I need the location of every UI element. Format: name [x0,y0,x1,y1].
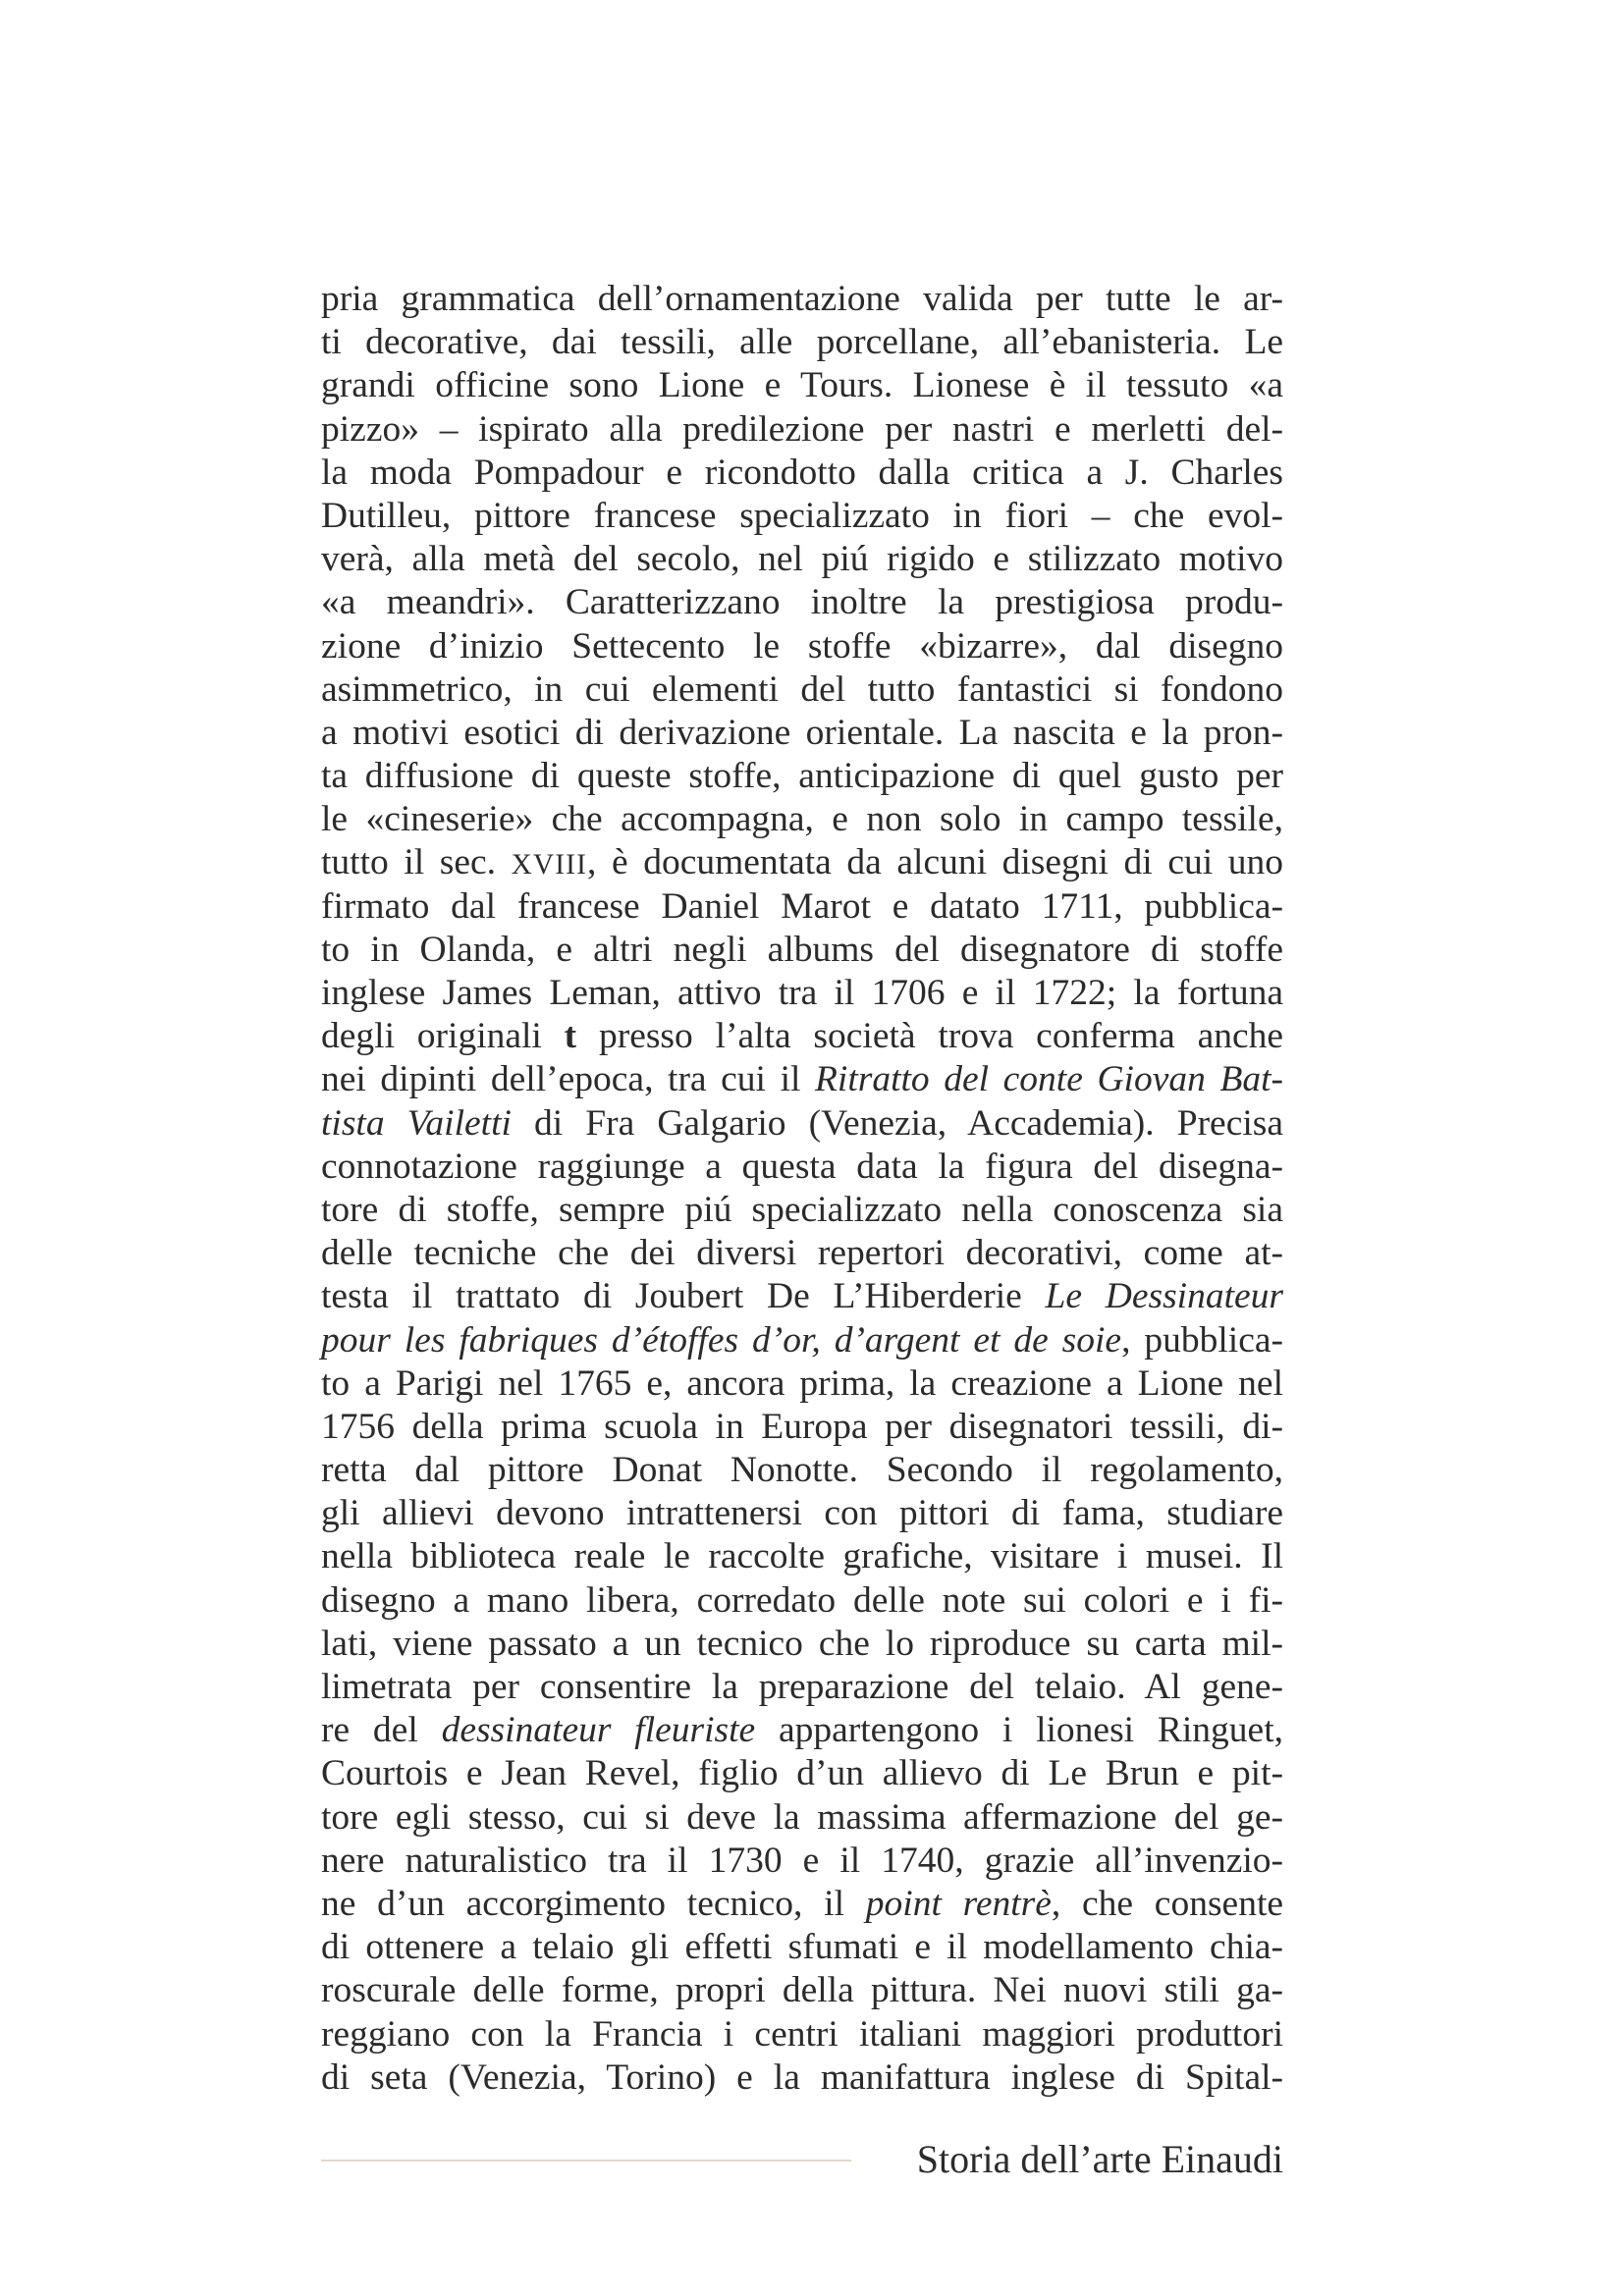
text-line [321,2013,1283,2056]
text-segment: connotazione raggiunge a questa data la figura del disegna- [321,1146,1283,1187]
text-segment: roscurale delle forme, propri della pittura. Nei nuovi stili ga- [321,1970,1283,2011]
text-line [321,1752,1283,1795]
text-segment: appartengono i lionesi Ringuet, [755,1710,1283,1751]
text-line [321,625,1283,668]
text-segment: Dutilleu, pittore francese specializzato in fiori – che evol- [321,495,1283,536]
text-line [321,1926,1283,1969]
text-line [321,1015,1283,1058]
italic-text: Le Dessinateur [1045,1276,1283,1317]
text-segment: lati, viene passato a un tecnico che lo riproduce su carta mil- [321,1623,1283,1664]
text-line [321,798,1283,841]
text-line [321,408,1283,452]
text-segment: ta diffusione di queste stoffe, anticipazione di quel gusto per [321,756,1283,797]
text-line [321,1406,1283,1449]
text-segment: delle tecniche che dei diversi repertori decorativi, come at- [321,1233,1283,1274]
body-text [321,278,1283,2100]
text-segment: gli allievi devono intrattenersi con pittori di fama, studiare [321,1493,1283,1534]
italic-text: dessinateur fleuriste [441,1710,756,1751]
text-segment: pizzo» – ispirato alla predilezione per nastri e merletti del- [321,408,1283,450]
text-segment: asimmetrico, in cui elementi del tutto fantastici si fondono [321,668,1283,710]
text-line [321,538,1283,581]
text-segment: 1756 della prima scuola in Europa per disegnatori tessili, di- [321,1406,1283,1447]
text-line [321,1535,1283,1578]
text-line [321,1449,1283,1492]
italic-text: tista Vailetti [321,1102,512,1144]
roman-numeral: XVIII [511,849,587,881]
text-line [321,1146,1283,1189]
text-line [321,1189,1283,1232]
bold-text: t [564,1016,577,1057]
text-line [321,1232,1283,1275]
text-segment: Courtois e Jean Revel, figlio d’un allievo di Le Brun e pit- [321,1753,1283,1794]
text-line [321,668,1283,712]
text-segment: testa il trattato di Joubert De L’Hiberderie [321,1276,1046,1317]
text-segment: retta dal pittore Donat Nonotte. Secondo il regolamento, [321,1450,1283,1491]
text-segment: nella biblioteca reale le raccolte grafiche, visitare i musei. Il [321,1536,1283,1577]
text-segment: presso l’alta società trova conferma anche [576,1016,1283,1057]
text-segment: reggiano con la Francia i centri italiani maggiori produttori [321,2013,1283,2055]
footer-rule [321,2160,851,2162]
text-segment: pria grammatica dell’ornamentazione valida per tutte le ar- [321,279,1283,319]
text-line [321,929,1283,972]
text-segment: firmato dal francese Daniel Marot e datato 1711, pubblica- [321,885,1283,927]
text-line [321,1883,1283,1926]
text-segment: tore di stoffe, sempre piú specializzato nella conoscenza sia [321,1189,1283,1230]
text-segment: di Fra Galgario (Venezia, Accademia). Precisa [511,1102,1283,1144]
text-line [321,1275,1283,1318]
text-line [321,495,1283,538]
text-segment: , che consente [1051,1883,1284,1924]
text-line [321,1492,1283,1535]
text-segment: zione d’inizio Settecento le stoffe «bizarre», dal disegno [321,625,1283,667]
text-segment: le «cineserie» che accompagna, e non solo in campo tessile, [321,799,1283,840]
text-line [321,1796,1283,1840]
text-line [321,1969,1283,2012]
text-segment: degli originali [321,1016,565,1057]
text-line [321,1362,1283,1406]
text-line [321,1579,1283,1623]
text-segment: inglese James Leman, attivo tra il 1706 e il 1722; la fortuna [321,973,1283,1013]
text-line [321,1058,1283,1101]
text-segment: nere naturalistico tra il 1730 e il 1740, grazie all’invenzio- [321,1840,1283,1881]
text-line [321,581,1283,624]
page-footer [321,2130,1283,2189]
italic-text: pour les fabriques d’étoffes d’or, d’argent et de soie [321,1319,1122,1361]
text-segment: a motivi esotici di derivazione orientale. La nascita e la pron- [321,712,1283,753]
text-line [321,1666,1283,1709]
text-segment: to a Parigi nel 1765 e, ancora prima, la creazione a Lione nel [321,1362,1283,1404]
text-segment: tutto il sec. XVIII, è documentata da alcuni disegni di cui uno [321,842,1283,883]
text-line [321,452,1283,495]
text-segment: to in Olanda, e altri negli albums del disegnatore di stoffe [321,929,1283,970]
text-line [321,972,1283,1015]
text-segment: verà, alla metà del secolo, nel piú rigido e stilizzato motivo [321,539,1283,580]
italic-text: Ritratto del conte Giovan Bat- [815,1059,1284,1100]
text-line [321,278,1283,321]
footer-label: Storia dell’arte Einaudi [916,2137,1283,2181]
text-segment: disegno a mano libera, corredato delle note sui colori e i fi- [321,1579,1283,1621]
text-segment: , pubblica- [1121,1319,1283,1361]
text-segment: tore egli stesso, cui si deve la massima affermazione del ge- [321,1796,1283,1838]
text-segment: ne d’un accorgimento tecnico, il [321,1883,866,1924]
text-segment: limetrata per consentire la preparazione del telaio. Al gene- [321,1667,1283,1707]
text-line [321,1319,1283,1362]
text-line [321,885,1283,929]
text-line [321,321,1283,364]
text-line [321,841,1283,884]
text-line [321,712,1283,755]
text-segment: ti decorative, dai tessili, alle porcellane, all’ebanisteria. Le [321,322,1283,363]
text-segment: «a meandri». Caratterizzano inoltre la prestigiosa produ- [321,582,1283,623]
text-line [321,1623,1283,1666]
text-segment: grandi officine sono Lione e Tours. Lionese è il tessuto «a [321,365,1283,406]
text-segment: re del [321,1710,442,1751]
text-segment: di seta (Venezia, Torino) e la manifattura inglese di Spital- [321,2056,1283,2098]
text-segment: di ottenere a telaio gli effetti sfumati e il modellamento chia- [321,1927,1283,1968]
text-segment: nei dipinti dell’epoca, tra cui il [321,1059,815,1100]
text-segment: la moda Pompadour e ricondotto dalla critica a J. Charles [321,452,1283,493]
text-line [321,364,1283,407]
text-line [321,1840,1283,1883]
text-line [321,1709,1283,1752]
text-line [321,755,1283,798]
text-line [321,1102,1283,1146]
text-line [321,2056,1283,2100]
italic-text: point rentrè [865,1883,1052,1924]
